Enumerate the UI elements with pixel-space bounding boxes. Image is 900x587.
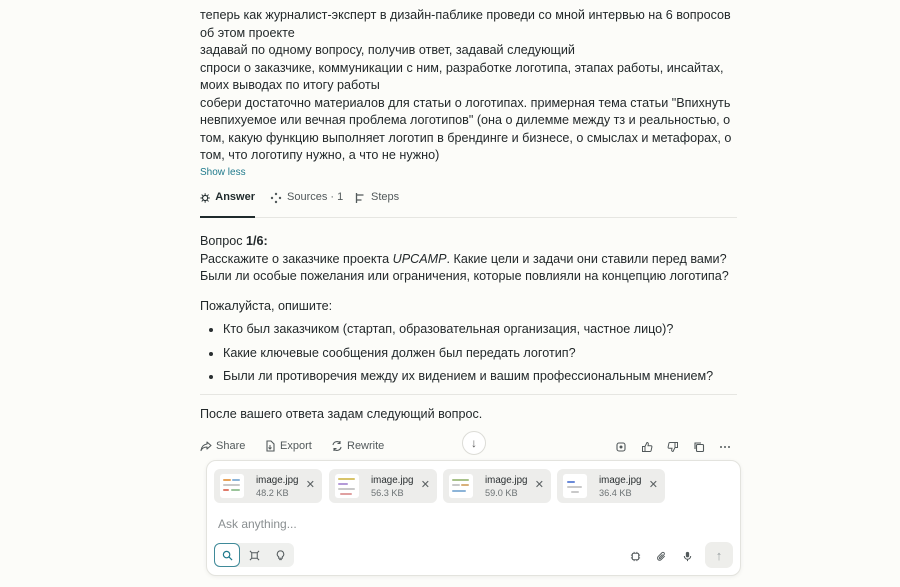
lightbulb-icon [275,550,286,561]
arrow-up-icon: ↑ [715,547,723,563]
sources-icon [270,192,282,204]
remove-attachment-icon[interactable]: ✕ [420,479,430,491]
question-list [200,321,737,392]
answer-icon [200,192,210,204]
rewrite-button[interactable] [331,440,384,452]
tab-answer[interactable] [200,189,255,218]
thumbs-down-icon[interactable] [667,440,681,454]
share-button[interactable] [200,440,245,452]
list-item: Были ли противоречия между их видением и вашим профессиональным мнением? [200,368,737,392]
attach-button[interactable] [654,549,668,563]
labs-mode-button[interactable] [267,543,293,567]
list-item: Кто был заказчиком (стартап, образовательная организация, частное лицо)? [200,321,737,345]
chip-icon [630,551,641,562]
attachment-size: 48.2 KB [256,488,289,498]
attachment-size: 56.3 KB [371,488,404,498]
voice-button[interactable] [680,549,694,563]
closing-text: После вашего ответа задам следующий вопрос. [200,407,483,421]
image-thumbnail [335,474,359,498]
attachment-size: 59.0 KB [485,488,518,498]
rewrite-label: Rewrite [347,440,385,452]
send-button[interactable] [705,542,733,568]
more-icon[interactable] [719,440,733,454]
intro-part2: . Какие цели и задачи они ставили перед вами? Были ли особые пожелания или ограничения, которые повлияли на концепцию логотипа? [200,251,729,283]
query-line: собери достаточно материалов для статьи о логотипах. примерная тема статьи "Впихнуть невпихуемое или вечная проблема логотипов" (она о дилемме между тз и реальностью, о том, какую функцию выполняет логотип в брендинге и бизнесе, о смыслах и метафорах, о том, что логотипу нужно, а что не нужно) [200,95,732,162]
query-line: теперь как журналист-эксперт в дизайн-паблике проведи со мной интервью на 6 вопросов об этом проекте [200,8,731,40]
attachment-chip[interactable] [329,469,437,503]
tab-answer-label: Answer [215,191,255,203]
thumbs-up-icon[interactable] [641,440,655,454]
question-intro [200,251,737,286]
export-icon [264,440,276,452]
tab-sources-label: Sources · 1 [287,191,344,203]
attachment-name: image.jpg [371,475,414,486]
image-thumbnail [563,474,587,498]
query-line: задавай по одному вопросу, получив ответ, задавай следующий [200,43,575,57]
question-prefix: Вопрос [200,234,247,248]
remove-attachment-icon[interactable]: ✕ [648,479,658,491]
microphone-icon [682,551,693,562]
steps-icon [354,192,366,204]
query-line: спроси о заказчике, коммуникации с ним, разработке логотипа, этапах работы, инсайтах, моих выводах по итогу работы [200,60,724,92]
attachment-name: image.jpg [256,475,299,486]
show-less-link[interactable]: Show less [200,167,246,178]
attachment-size: 36.4 KB [599,488,632,498]
scroll-down-button[interactable] [462,431,486,455]
attachment-chip[interactable] [557,469,665,503]
composer [206,460,741,576]
arrow-down-icon: ↓ [471,436,477,450]
copilot-icon[interactable] [615,440,629,454]
list-item: Какие ключевые сообщения должен был передать логотип? [200,345,737,369]
image-thumbnail [449,474,473,498]
paperclip-icon [656,551,667,562]
export-label: Export [280,440,312,452]
export-button[interactable] [264,440,312,452]
remove-attachment-icon[interactable]: ✕ [534,479,544,491]
project-name: UPCAMP [392,251,447,266]
attachment-chip[interactable] [214,469,322,503]
tab-sources[interactable] [270,189,343,218]
attachment-name: image.jpg [485,475,528,486]
tab-steps-label: Steps [371,191,400,203]
share-label: Share [216,440,246,452]
attachment-name: image.jpg [599,475,642,486]
question-title [200,233,737,251]
ask-input[interactable] [218,517,598,531]
model-select-button[interactable] [628,549,642,563]
copy-icon[interactable] [693,440,707,454]
remove-attachment-icon[interactable]: ✕ [305,479,315,491]
please-describe: Пожалуйста, опишите: [200,298,333,313]
question-number: 1/6: [246,234,268,248]
attachment-chip[interactable] [443,469,551,503]
rewrite-icon [331,440,343,452]
research-icon [249,550,260,561]
share-icon [200,440,212,452]
intro-part1: Расскажите о заказчике проекта [200,251,393,266]
answer-body [200,233,737,392]
answer-tabs [200,189,737,218]
divider [200,394,737,395]
search-mode-button[interactable] [214,543,240,567]
tab-steps[interactable] [354,189,399,218]
user-query [200,7,737,165]
research-mode-button[interactable] [241,543,267,567]
mode-selector [214,543,294,567]
image-thumbnail [220,474,244,498]
search-icon [222,550,233,561]
